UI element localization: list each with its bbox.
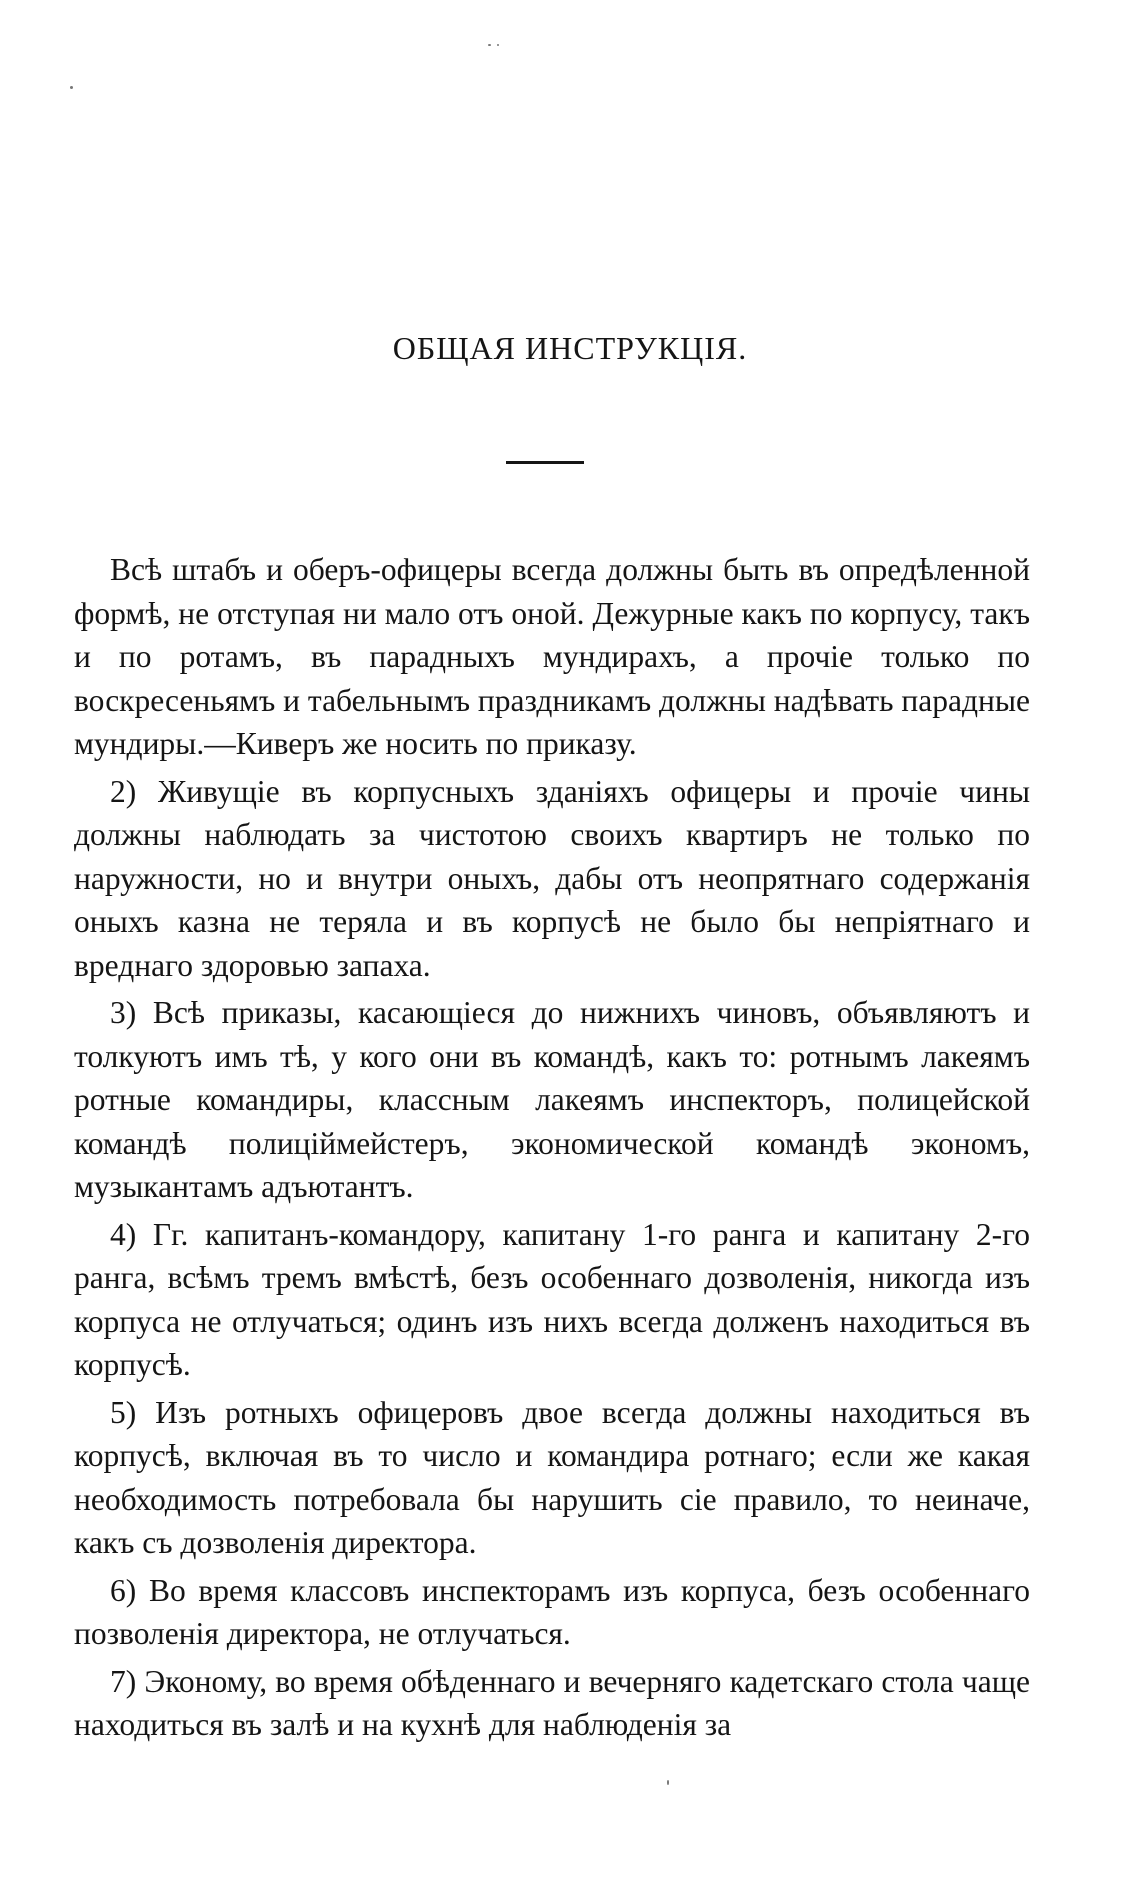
paragraph-7: 7) Эконому, во время обѣденнаго и вечерняго кадетскаго стола чаще находиться въ залѣ и на кухнѣ для наблюденія за — [74, 1663, 1030, 1742]
page-title: ОБЩАЯ ИНСТРУКЦІЯ. — [392, 330, 748, 366]
paragraph-5: 5) Изъ ротныхъ офицеровъ двое всегда должны находиться въ корпусѣ, включая въ то число и командира ротнаго; если же какая необходимость потребовала бы нарушить сіе правило, то неиначе, какъ съ дозволенія директора. — [74, 1394, 1030, 1560]
paragraph-4: 4) Гг. капитанъ-командору, капитану 1-го ранга и капитану 2-го ранга, всѣмъ тремъ вмѣстѣ, безъ особеннаго дозволенія, никогда изъ корпуса не отлучаться; одинъ изъ нихъ всегда долженъ находиться въ корпусѣ. — [74, 1216, 1030, 1382]
paragraph-6: 6) Во время классовъ инспекторамъ изъ корпуса, безъ особеннаго позволенія директора, не отлучаться. — [74, 1572, 1030, 1651]
paragraph-2: 2) Живущіе въ корпусныхъ зданіяхъ офицеры и прочіе чины должны наблюдать за чистотою своихъ квартиръ не только по наружности, но и внутри оныхъ, дабы отъ неопрятнаго содержанія оныхъ казна не теряла и въ корпусѣ не было бы непріятнаго и вреднаго здоровью запаха. — [74, 773, 1030, 983]
title-divider — [506, 461, 584, 464]
paragraph-3: 3) Всѣ приказы, касающіеся до нижнихъ чиновъ, объявляютъ и толкуютъ имъ тѣ, у кого они въ командѣ, какъ то: ротнымъ лакеямъ ротные командиры, классным лакеямъ инспекторъ, полицейской командѣ полиціймейстеръ, экономической командѣ экономъ, музыкантамъ адъютантъ. — [74, 995, 1030, 1204]
document-body — [74, 548, 1030, 1751]
paragraph-1: Всѣ штабъ и оберъ-офицеры всегда должны быть въ опредѣленной формѣ, не отступая ни мало отъ оной. Дежурные какъ по корпусу, такъ и по ротамъ, въ парадныхъ мундирахъ, а прочіе только по воскресеньямъ и табельнымъ праздникамъ должны надѣвать парадные мундиры.—Киверъ же носить по приказу. — [74, 552, 1030, 761]
